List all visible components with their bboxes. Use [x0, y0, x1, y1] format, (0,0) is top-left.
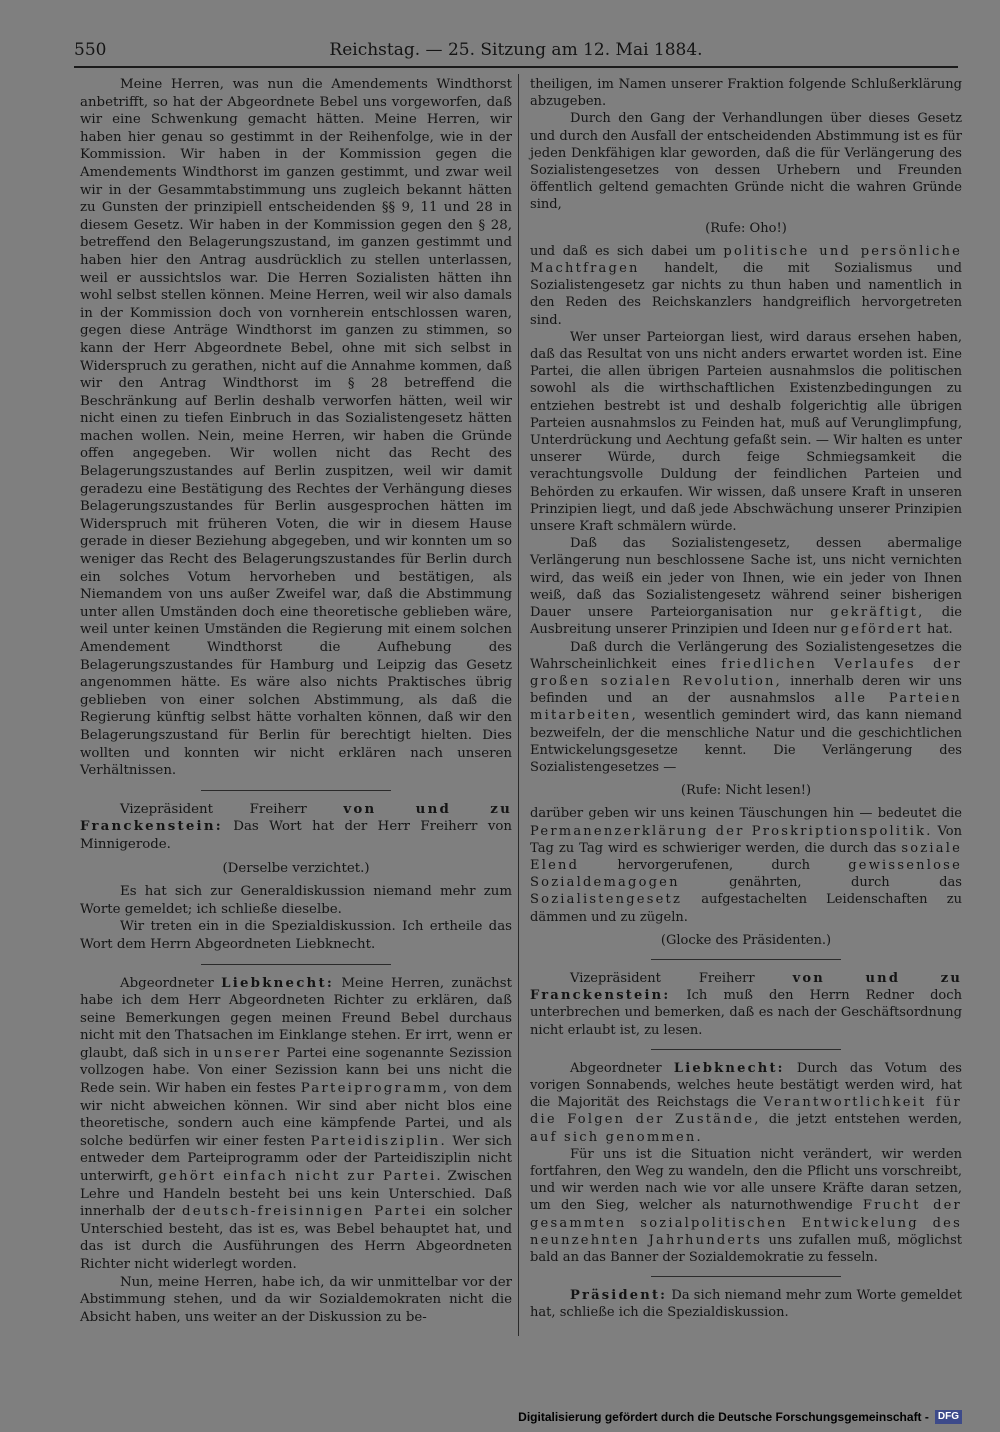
- emphasis: Sozialistengesetz: [530, 892, 683, 908]
- running-title: Reichstag. — 25. Sitzung am 12. Mai 1884.: [329, 40, 703, 60]
- paragraph: Wer unser Parteiorgan liest, wird daraus ersehen haben, daß das Resultat von uns nicht anders erwartet worden ist. Eine Partei, die allen übrigen Parteien ausnahmslos die politischen sowohl als die wirthschaftlichen Existenzbedingungen zu entziehen bestrebt ist und deshalb folgerichtig alle übrigen Parteien ausnahmslos zu Feinden hat, muß auf Verunglimpfung, Unterdrückung und Aechtung gefaßt sein. — Wir halten es unter unserer Würde, durch feige Schmiegsamkeit die verachtungsvolle Duldung der feindlichen Parteien und Behörden zu erkaufen. Wir wissen, daß unsere Kraft in unseren Prinzipien liegt, und daß jede Abschwächung unserer Prinzipien unsere Kraft schmälern würde.: [530, 329, 962, 535]
- emphasis: gehört einfach nicht zur Partei.: [158, 1169, 443, 1185]
- emphasis: deutsch-freisinnigen Partei: [182, 1204, 428, 1220]
- section-rule: [651, 1276, 841, 1277]
- speech-text: die jetzt entstehen werden,: [760, 1112, 963, 1128]
- speech-text: Partei eine sogenannte Sezission vollzogen habe. Von einer Sezission kann bei uns nicht die Rede sein. Wir haben ein festes: [80, 1045, 512, 1097]
- speaker-name: von und zu Franckenstein:: [530, 970, 962, 1004]
- emphasis: Permanenzerklärung der Proskriptionspolitik.: [530, 823, 933, 839]
- paragraph: [530, 1146, 962, 1266]
- speaker-name: von und zu Franckenstein:: [80, 800, 512, 835]
- emphasis: gewissenlose Sozialdemagogen: [530, 857, 962, 891]
- section-rule: [651, 959, 841, 960]
- stage-note: (Rufe: Nicht lesen!): [680, 783, 812, 799]
- paragraph: [530, 535, 962, 638]
- speech-text: von dem wir nicht abweichen können. Wir sind aber nicht blos eine theoretische, sondern auch eine kämpfende Partei, und als solche bedürfen wir einer festen: [80, 1081, 512, 1149]
- emphasis: Parteiprogramm,: [300, 1081, 450, 1097]
- stage-note: (Derselbe verzichtet.): [222, 860, 370, 876]
- emphasis: Frucht der gesammten sozialpolitischen Entwickelung des neunzehnten Jahrhunderts: [530, 1198, 962, 1248]
- speech-text: ein solcher Unterschied besteht, das ist es, was Bebel behauptet hat, und das ist durch die Ausführungen des Herrn Abgeordneten Richter nicht widerlegt worden.: [80, 1204, 513, 1272]
- paragraph: Es hat sich zur Generaldiskussion niemand mehr zum Worte gemeldet; ich schließe dieselbe.: [80, 884, 512, 917]
- credit-text: Digitalisierung gefördert durch die Deutsche Forschungsgemeinschaft -: [518, 1410, 929, 1424]
- speech-text: Wer sich entweder dem Parteiprogramm oder der Parteidisziplin nicht unterwirft,: [80, 1133, 512, 1185]
- page-number: 550: [74, 40, 107, 60]
- speech-text: die Ausbreitung unserer Prinzipien und Ideen nur: [530, 605, 962, 638]
- speaker-name: Präsident:: [570, 1288, 668, 1304]
- speech-text: und daß es sich dabei um: [530, 243, 724, 259]
- left-column: [80, 76, 512, 1326]
- header-rule: [74, 66, 958, 68]
- paragraph: [530, 805, 962, 925]
- speech-text: handelt, die mit Sozialismus und Sozialistengesetz gar nichts zu thun haben und namentlich in den Reden des Reichskanzlers handgreiflich hervorgetreten sind.: [530, 261, 962, 328]
- stage-note: (Rufe: Oho!): [705, 220, 787, 236]
- speech-text: Ich muß den Herrn Redner doch unterbrechen und bemerken, daß es nach der Geschäftsordnung nicht erlaubt ist, zu lesen.: [530, 988, 962, 1038]
- page-header: [74, 40, 958, 68]
- section-rule: [201, 790, 391, 791]
- emphasis: friedlichen Verlaufes der großen sozialen Revolution,: [530, 656, 962, 689]
- speech-text: hat.: [922, 622, 953, 638]
- speech-text: Für uns ist die Situation nicht verändert, wir werden fortfahren, den Weg zu wandeln, den die Pflicht uns vorschreibt, und wir werden nach wie vor alle unsere Kräfte daran setzen, um den Sieg, welcher als naturnothwendige: [530, 1146, 962, 1214]
- speech-text: aufgestachelten Leidenschaften zu dämmen und zu zügeln.: [530, 892, 962, 925]
- emphasis: soziale Elend: [530, 840, 962, 873]
- speech-text: Das Wort hat der Herr Freiherr von Minnigerode.: [80, 819, 512, 852]
- speech-text: Da sich niemand mehr zum Worte gemeldet hat, schließe ich die Spezialdiskussion.: [530, 1288, 962, 1321]
- speech-text: Daß das Sozialistengesetz, dessen abermalige Verlängerung nun beschlossene Sache ist, uns nicht vernichten wird, das weiß ein jeder von Ihnen, wie ein jeder von Ihnen weiß, daß das Sozialistengesetz während seiner bisherigen Dauer unsere Parteiorganisation nur: [530, 536, 962, 621]
- speech-text: hervorgerufenen, durch: [579, 857, 849, 873]
- emphasis: politische und persönliche Machtfragen: [530, 243, 962, 277]
- speech-text: innerhalb deren wir uns befinden und an der ausnahmslos: [530, 673, 962, 707]
- paragraph: Meine Herren, was nun die Amendements Windthorst anbetrifft, so hat der Abgeordnete Bebel uns vorgeworfen, daß wir eine Schwenkung gemacht hätten. Meine Herren, wir haben hier genau so gestimmt in der Reihenfolge, wie in der Kommission. Wir haben in der Kommission gegen die Amendements Windthorst im ganzen gestimmt, und zwar weil wir in der Gesammtabstimmung uns zugleich bekannt hätten zu Gunsten der prinzipiell entscheidenden §§ 9, 11 und 28 in diesem Gesetz. Wir haben in der Kommission gegen den § 28, betreffend den Belagerungszustand, im ganzen gestimmt und haben hier den Antrag ausdrücklich zu stellen unterlassen, weil er aussichtslos war. Die Herren Sozialisten hätten ihn wohl selbst stellen können. Meine Herren, weil wir also damals in der Kommission doch von vornherein entschlossen waren, gegen diese Anträge Windthorst im ganzen zu stimmen, so kann der Herr Abgeordnete Bebel, ohne mit sich selbst in Widerspruch zu gerathen, nicht auf die Annahme kommen, daß wir den Antrag Windthorst im § 28 betreffend die Beschränkung auf Berlin deshalb verworfen hätten, weil wir nicht einen zu tiefen Einbruch in das Sozialistengesetz hätten machen wollen. Nein, meine Herren, wir haben die Gründe offen angegeben. Wir wollen nicht das Recht des Belagerungszustandes auf Berlin zuspitzen, weil wir damit geradezu eine Bestätigung des Rechtes der Verhängung dieses Belagerungszustandes für Berlin ausgesprochen hätten im Widerspruch mit früheren Voten, die wir in diesem Hause gerade in dieser Beziehung abgegeben, und wir konnten um so weniger das Recht des Belagerungszustandes für Berlin durch ein solches Votum hervorheben und bestätigen, als Niemandem von uns außer Zweifel war, daß die Abstimmung unter allen Umständen doch eine theoretische geblieben wäre, weil unter keinen Umständen die Regierung mit einem solchen Amendement Windthorst die Aufhebung des Belagerungszustandes für Hamburg und Leipzig das Gesetz angenommen hätte. Es wäre also nichts Praktisches übrig geblieben von einer solchen Abstimmung, als daß die Regierung künftig selbst hätte vorhalten können, daß wir den Belagerungszustand für Berlin für berechtigt hielten. Dies wollten und konnten wir nicht erklären nach unseren Verhältnissen.: [80, 77, 512, 779]
- emphasis: alle Parteien mitarbeiten,: [530, 691, 963, 724]
- paragraph: Wir treten ein in die Spezialdiskussion. Ich ertheile das Wort dem Herrn Abgeordneten Liebknecht.: [80, 919, 512, 952]
- speech-text: Zwischen Lehre und Handeln besteht bei uns kein Unterschied. Daß innerhalb der: [80, 1169, 513, 1220]
- speaker-paragraph: [80, 975, 512, 1274]
- speaker-name: Liebknecht:: [673, 1060, 785, 1076]
- speaker-paragraph: [530, 1060, 962, 1146]
- speech-text: Daß durch die Verlängerung des Sozialistengesetzes die Wahrscheinlichkeit eines: [530, 639, 962, 672]
- speaker-paragraph: [80, 801, 512, 854]
- speech-text: Meine Herren, zunächst habe ich dem Herr Abgeordneten Richter zu erklären, daß seine Bemerkungen gegen meinen Freund Bebel durchaus nicht mit den Thatsachen im Einklange stehen. Er irrt, wenn er glaubt, daß sich in: [80, 975, 512, 1061]
- speaker-title: Vizepräsident Freiherr: [120, 801, 344, 817]
- speaker-title: Abgeordneter: [570, 1060, 674, 1076]
- section-rule: [651, 1049, 841, 1050]
- stage-note: (Glocke des Präsidenten.): [660, 932, 832, 948]
- emphasis: gefördert: [840, 622, 923, 638]
- emphasis: unserer: [213, 1045, 282, 1061]
- dfg-logo: DFG: [935, 1410, 962, 1424]
- speaker-title: Vizepräsident Freiherr: [570, 970, 793, 986]
- speech-text: uns zufallen muß, möglichst bald an das Banner der Sozialdemokratie zu fesseln.: [530, 1232, 963, 1265]
- emphasis: Parteidisziplin.: [310, 1133, 447, 1149]
- speaker-name: Liebknecht:: [221, 974, 334, 991]
- emphasis: auf sich genommen.: [530, 1129, 703, 1145]
- speech-text: wesentlich gemindert wird, das kann niemand bezweifeln, der die menschliche Natur und die geschichtlichen Entwickelungsgesetze kennt. Die Verlängerung des Sozialistengesetzes —: [530, 708, 962, 775]
- column-separator: [518, 74, 519, 1336]
- paragraph: Nun, meine Herren, habe ich, da wir unmittelbar vor der Abstimmung stehen, und da wir Sozialdemokraten nicht die Absicht haben, uns weiter an der Diskussion zu be-: [80, 1274, 512, 1325]
- paragraph: [530, 243, 962, 329]
- digitization-credit: [518, 1408, 962, 1426]
- speech-text: darüber geben wir uns keinen Täuschungen hin — bedeutet die: [530, 806, 962, 822]
- speech-text: Von Tag zu Tag wird es schwieriger werden, die durch das: [530, 823, 962, 856]
- speaker-paragraph: [530, 970, 962, 1039]
- section-rule: [201, 964, 391, 965]
- emphasis: gekräftigt,: [830, 605, 925, 621]
- paragraph: [530, 639, 962, 777]
- speaker-title: Abgeordneter: [120, 975, 222, 991]
- speech-text: Durch das Votum des vorigen Sonnabends, welches heute bestätigt werden wird, hat die Majorität des Reichstags die: [530, 1060, 963, 1111]
- right-column: [530, 76, 962, 1322]
- paragraph: theiligen, im Namen unserer Fraktion folgende Schlußerklärung abzugeben.: [530, 77, 962, 110]
- speech-text: genährten, durch das: [679, 875, 962, 891]
- speaker-paragraph: [530, 1287, 962, 1321]
- paragraph: Durch den Gang der Verhandlungen über dieses Gesetz und durch den Ausfall der entscheidenden Abstimmung ist es für jeden Denkfähigen klar geworden, daß die für Verlängerung des Sozialistengesetzes von dessen Urhebern und Freunden öffentlich geltend gemachten Gründe nicht die wahren Gründe sind,: [530, 111, 962, 213]
- emphasis: Verantwortlichkeit für die Folgen der Zustände,: [530, 1095, 962, 1128]
